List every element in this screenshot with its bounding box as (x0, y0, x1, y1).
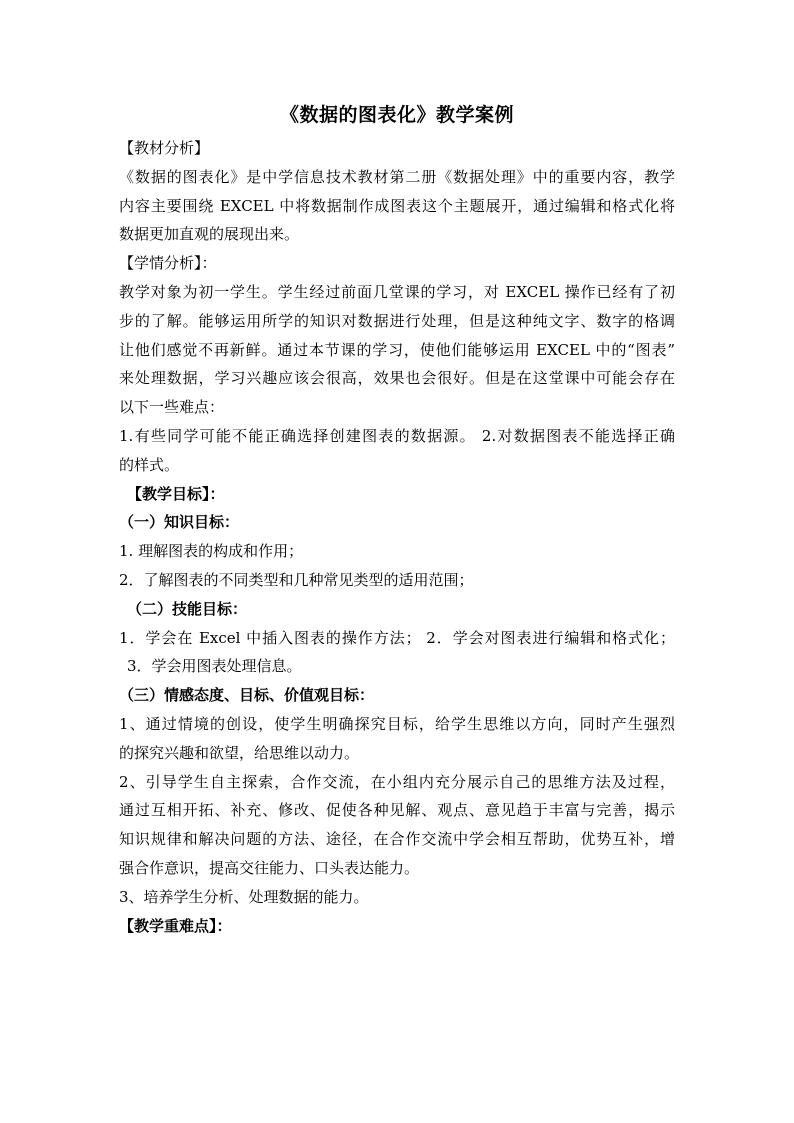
heading-teaching-objectives: 【教学目标】： (127, 484, 225, 503)
paragraph-line: 《数据的图表化》是中学信息技术教材第二册《数据处理》中的重要内容，教学 (119, 167, 675, 186)
subheading-knowledge-objectives: （一）知识目标： (119, 513, 240, 532)
heading-student-analysis: 【学情分析】： (119, 254, 217, 273)
list-item: 3．学会用图表处理信息。 (127, 657, 302, 676)
paragraph-line: 1、通过情境的创设，使学生明确探究目标，给学生思维以方向，同时产生强烈 (119, 714, 675, 733)
paragraph-line: 知识规律和解决问题的方法、途径，在合作交流中学会相互帮助，优势互补，增 (119, 830, 675, 849)
paragraph-line: 让他们感觉不再新鲜。通过本节课的学习，使他们能够运用 EXCEL 中的“图表” (119, 340, 675, 359)
list-item: 1. 理解图表的构成和作用； (119, 542, 304, 561)
document-page (119, 100, 675, 940)
list-item: 2．了解图表的不同类型和几种常见类型的适用范围； (119, 570, 474, 589)
paragraph-line: 来处理数据，学习兴趣应该会很高，效果也会很好。但是在这堂课中可能会存在 (119, 369, 675, 388)
list-item: 1．学会在 Excel 中插入图表的操作方法； 2．学会对图表进行编辑和格式化； (119, 628, 675, 647)
paragraph-line: 的探究兴趣和欲望，给思维以动力。 (119, 743, 360, 762)
subheading-skill-objectives: （二）技能目标： (127, 599, 248, 618)
paragraph-line: 1.有些同学可能不能正确选择创建图表的数据源。 2.对数据图表不能选择正确 (119, 426, 675, 445)
paragraph-line: 教学对象为初一学生。学生经过前面几堂课的学习，对 EXCEL 操作已经有了初 (119, 282, 675, 301)
paragraph-line: 数据更加直观的展现出来。 (119, 225, 300, 244)
paragraph-line: 3、培养学生分析、处理数据的能力。 (119, 887, 369, 906)
subheading-emotion-objectives: （三）情感态度、目标、价值观目标： (119, 686, 375, 705)
paragraph-line: 2、引导学生自主探索，合作交流，在小组内充分展示自己的思维方法及过程， (119, 772, 675, 791)
paragraph-line: 内容主要围绕 EXCEL 中将数据制作成图表这个主题展开，通过编辑和格式化将 (119, 196, 675, 215)
paragraph-line: 的样式。 (119, 455, 180, 474)
paragraph-line: 以下一些难点： (119, 398, 225, 417)
paragraph-line: 强合作意识，提高交往能力、口头表达能力。 (119, 858, 420, 877)
document-title: 《数据的图表化》教学案例 (279, 104, 514, 126)
paragraph-line: 步的了解。能够运用所学的知识对数据进行处理，但是这种纯文字、数字的格调 (119, 311, 675, 330)
heading-key-difficult-points: 【教学重难点】： (119, 916, 232, 935)
heading-textbook-analysis: 【教材分析】 (119, 139, 210, 157)
paragraph-line: 通过互相开拓、补充、修改、促使各种见解、观点、意见趋于丰富与完善，揭示 (119, 801, 675, 820)
